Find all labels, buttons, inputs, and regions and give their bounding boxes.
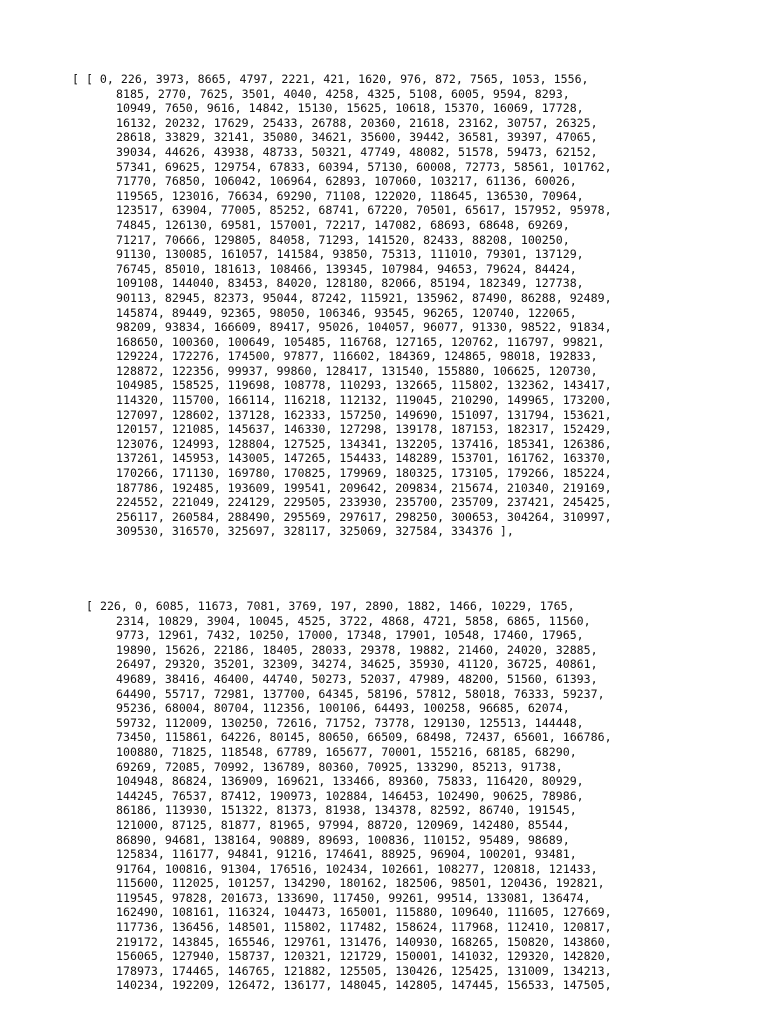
number-text: 140234, 192209, 126472, 136177, 148045, 142805, 147445, 156533, 147505,: [116, 978, 612, 993]
number-text: 2314, 10829, 3904, 10045, 4525, 3722, 4868, 4721, 5858, 6865, 11560,: [116, 613, 591, 628]
number-text: 178973, 174465, 146765, 121882, 125505, 130426, 125425, 131009, 134213,: [116, 963, 612, 978]
number-line: [72, 481, 752, 496]
number-line: [72, 935, 752, 950]
matrix-row-0: [72, 72, 752, 539]
number-line: [72, 774, 752, 789]
number-text: 168650, 100360, 100649, 105485, 116768, 127165, 120762, 116797, 99821,: [116, 334, 605, 349]
bracket-prefix: [ [: [72, 72, 100, 86]
number-text: 224552, 221049, 224129, 229505, 233930, 235700, 235709, 237421, 245425,: [116, 495, 612, 510]
number-text: 187786, 192485, 193609, 199541, 209642, 209834, 215674, 210340, 219169,: [116, 480, 612, 495]
number-text: 39034, 44626, 43938, 48733, 50321, 47749, 48082, 51578, 59473, 62152,: [116, 144, 598, 159]
number-line: [72, 643, 752, 658]
number-text: 64490, 55717, 72981, 137700, 64345, 58196, 57812, 58018, 76333, 59237,: [116, 686, 605, 701]
number-text: 26497, 29320, 35201, 32309, 34274, 34625, 35930, 41120, 36725, 40861,: [116, 657, 598, 672]
number-text: 95236, 68004, 80704, 112356, 100106, 64493, 100258, 96685, 62074,: [116, 701, 570, 716]
number-line: [72, 949, 752, 964]
number-text: 309530, 316570, 325697, 328117, 325069, 327584, 334376 ],: [116, 524, 514, 539]
number-line: [72, 760, 752, 775]
number-line: [72, 364, 752, 379]
number-text: 59732, 112009, 130250, 72616, 71752, 73778, 129130, 125513, 144448,: [116, 715, 584, 730]
number-line: [72, 789, 752, 804]
number-line: [72, 160, 752, 175]
number-text: 114320, 115700, 166114, 116218, 112132, 119045, 210290, 149965, 173200,: [116, 393, 612, 408]
number-line: [72, 745, 752, 760]
number-line: [72, 978, 752, 993]
number-text: 128872, 122356, 99937, 99860, 128417, 131540, 155880, 106625, 120730,: [116, 363, 598, 378]
number-text: 91130, 130085, 161057, 141584, 93850, 75313, 111010, 79301, 137129,: [116, 247, 584, 262]
number-line: [72, 905, 752, 920]
number-line: [72, 145, 752, 160]
number-text: 71770, 76850, 106042, 106964, 62893, 107060, 103217, 61136, 60026,: [116, 174, 577, 189]
number-line: [72, 72, 752, 87]
number-line: [72, 320, 752, 335]
number-text: 0, 226, 3973, 8665, 4797, 2221, 421, 1620, 976, 872, 7565, 1053, 1556,: [99, 72, 589, 86]
number-line: [72, 628, 752, 643]
number-line: [72, 130, 752, 145]
number-line: [72, 862, 752, 877]
number-text: 129224, 172276, 174500, 97877, 116602, 184369, 124865, 98018, 192833,: [116, 349, 598, 364]
number-text: 10949, 7650, 9616, 14842, 15130, 15625, 10618, 15370, 16069, 17728,: [116, 101, 584, 116]
number-text: 144245, 76537, 87412, 190973, 102884, 146453, 102490, 90625, 78986,: [116, 788, 584, 803]
number-text: 145874, 89449, 92365, 98050, 106346, 93545, 96265, 120740, 122065,: [116, 305, 577, 320]
number-line: [72, 672, 752, 687]
number-line: [72, 803, 752, 818]
number-line: [72, 393, 752, 408]
number-text: 57341, 69625, 129754, 67833, 60394, 57130, 60008, 72773, 58561, 101762,: [116, 159, 612, 174]
number-line: [72, 262, 752, 277]
number-line: [72, 291, 752, 306]
number-text: 125834, 116177, 94841, 91216, 174641, 88925, 96904, 100201, 93481,: [116, 847, 577, 862]
number-text: 123076, 124993, 128804, 127525, 134341, 132205, 137416, 185341, 126386,: [116, 436, 612, 451]
number-line: [72, 116, 752, 131]
number-line: [72, 306, 752, 321]
number-text: 156065, 127940, 158737, 120321, 121729, 150001, 141032, 129320, 142820,: [116, 949, 612, 964]
number-text: 256117, 260584, 288490, 295569, 297617, 298250, 300653, 304264, 310997,: [116, 509, 612, 524]
number-line: [72, 920, 752, 935]
number-line: [72, 701, 752, 716]
number-line: [72, 437, 752, 452]
number-line: [72, 716, 752, 731]
number-text: 117736, 136456, 148501, 115802, 117482, 158624, 117968, 112410, 120817,: [116, 920, 612, 935]
number-line: [72, 524, 752, 539]
number-text: 19890, 15626, 22186, 18405, 28033, 29378, 19882, 21460, 24020, 32885,: [116, 642, 598, 657]
number-line: [72, 876, 752, 891]
number-line: [72, 378, 752, 393]
number-text: 121000, 87125, 81877, 81965, 97994, 88720, 120969, 142480, 85544,: [116, 817, 570, 832]
number-text: 86186, 113930, 151322, 81373, 81938, 134378, 82592, 86740, 191545,: [116, 803, 577, 818]
number-text: 137261, 145953, 143005, 147265, 154433, 148289, 153701, 161762, 163370,: [116, 451, 612, 466]
number-text: 8185, 2770, 7625, 3501, 4040, 4258, 4325, 5108, 6005, 9594, 8293,: [116, 86, 570, 101]
number-text: 127097, 128602, 137128, 162333, 157250, 149690, 151097, 131794, 153621,: [116, 407, 612, 422]
number-text: 73450, 115861, 64226, 80145, 80650, 66509, 68498, 72437, 65601, 166786,: [116, 730, 612, 745]
number-text: 219172, 143845, 165546, 129761, 131476, 140930, 168265, 150820, 143860,: [116, 934, 612, 949]
number-text: 49689, 38416, 46400, 44740, 50273, 52037, 47989, 48200, 51560, 61393,: [116, 671, 598, 686]
number-line: [72, 335, 752, 350]
number-line: [72, 657, 752, 672]
number-line: [72, 349, 752, 364]
number-line: [72, 87, 752, 102]
number-line: [72, 408, 752, 423]
number-text: 28618, 33829, 32141, 35080, 34621, 35600, 39442, 36581, 39397, 47065,: [116, 130, 598, 145]
number-line: [72, 818, 752, 833]
number-text: 69269, 72085, 70992, 136789, 80360, 70925, 133290, 85213, 91738,: [116, 759, 563, 774]
number-line: [72, 730, 752, 745]
number-line: [72, 276, 752, 291]
number-text: 76745, 85010, 181613, 108466, 139345, 107984, 94653, 79624, 84424,: [116, 261, 577, 276]
number-text: 226, 0, 6085, 11673, 7081, 3769, 197, 2890, 1882, 1466, 10229, 1765,: [99, 599, 575, 613]
number-line: [72, 189, 752, 204]
number-text: 170266, 171130, 169780, 170825, 179969, 180325, 173105, 179266, 185224,: [116, 466, 612, 481]
number-text: 16132, 20232, 17629, 25433, 26788, 20360, 21618, 23162, 30757, 26325,: [116, 115, 598, 130]
number-text: 104985, 158525, 119698, 108778, 110293, 132665, 115802, 132362, 143417,: [116, 378, 612, 393]
number-text: 123517, 63904, 77005, 85252, 68741, 67220, 70501, 65617, 157952, 95978,: [116, 203, 612, 218]
number-line: [72, 174, 752, 189]
number-text: 104948, 86824, 136909, 169621, 133466, 89360, 75833, 116420, 80929,: [116, 774, 584, 789]
number-line: [72, 891, 752, 906]
number-line: [72, 233, 752, 248]
number-line: [72, 847, 752, 862]
number-text: 119545, 97828, 201673, 133690, 117450, 99261, 99514, 133081, 136474,: [116, 890, 591, 905]
number-text: 100880, 71825, 118548, 67789, 165677, 70001, 155216, 68185, 68290,: [116, 744, 577, 759]
number-line: [72, 687, 752, 702]
number-text: 74845, 126130, 69581, 157001, 72217, 147082, 68693, 68648, 69269,: [116, 217, 570, 232]
number-line: [72, 599, 752, 614]
number-text: 98209, 93834, 166609, 89417, 95026, 104057, 96077, 91330, 98522, 91834,: [116, 320, 612, 335]
number-text: 115600, 112025, 101257, 134290, 180162, 182506, 98501, 120436, 192821,: [116, 876, 605, 891]
number-line: [72, 495, 752, 510]
number-text: 91764, 100816, 91304, 176516, 102434, 102661, 108277, 120818, 121433,: [116, 861, 598, 876]
number-text: 9773, 12961, 7432, 10250, 17000, 17348, 17901, 10548, 17460, 17965,: [116, 628, 584, 643]
number-text: 109108, 144040, 83453, 84020, 128180, 82066, 85194, 182349, 127738,: [116, 276, 584, 291]
number-line: [72, 101, 752, 116]
number-text: 86890, 94681, 138164, 90889, 89693, 100836, 110152, 95489, 98689,: [116, 832, 570, 847]
number-line: [72, 964, 752, 979]
number-line: [72, 614, 752, 629]
number-line: [72, 247, 752, 262]
number-text: 71217, 70666, 129805, 84058, 71293, 141520, 82433, 88208, 100250,: [116, 232, 570, 247]
number-line: [72, 218, 752, 233]
number-text: 120157, 121085, 145637, 146330, 127298, 139178, 187153, 182317, 152429,: [116, 422, 612, 437]
number-text: 162490, 108161, 116324, 104473, 165001, 115880, 109640, 111605, 127669,: [116, 905, 612, 920]
bracket-prefix: [: [86, 599, 100, 613]
number-text: 119565, 123016, 76634, 69290, 71108, 122020, 118645, 136530, 70964,: [116, 188, 584, 203]
number-line: [72, 466, 752, 481]
matrix-row-1: [72, 599, 752, 993]
number-text: 90113, 82945, 82373, 95044, 87242, 115921, 135962, 87490, 86288, 92489,: [116, 290, 612, 305]
number-line: [72, 451, 752, 466]
number-line: [72, 203, 752, 218]
number-line: [72, 833, 752, 848]
number-line: [72, 422, 752, 437]
number-line: [72, 510, 752, 525]
